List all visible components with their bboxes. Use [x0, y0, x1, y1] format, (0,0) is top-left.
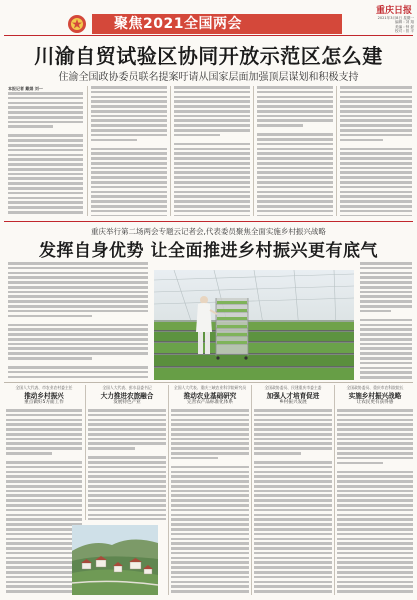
masthead	[0, 0, 417, 34]
article-title: 实施乡村振兴战略	[348, 392, 402, 400]
lead-headline: 川渝自贸试验区协同开放示范区怎么建	[34, 44, 383, 68]
article-subtitle: 让农民更有获得感	[356, 400, 394, 405]
second-story-kicker: 重庆举行第二场两会专题云记者会,代表委员聚焦全面实施乡村振兴战略	[91, 227, 326, 236]
column-divider	[253, 86, 254, 216]
bottom-article-5	[337, 385, 413, 595]
body-text	[340, 86, 412, 216]
column-divider	[336, 86, 337, 216]
body-text	[360, 262, 412, 380]
article-title: 加强人才培育促进	[266, 392, 320, 400]
article-title: 推动乡村振兴	[24, 392, 64, 400]
second-story-headline: 发挥自身优势 让全面推进乡村振兴更有底气	[39, 241, 378, 261]
lead-byline: 本报记者 戴娟 刘一	[8, 86, 43, 91]
lead-subheadline: 住渝全国政协委员联名提案吁请从国家层面加强顶层谋划和积极支持	[58, 72, 359, 83]
article-topic: 全国人大代表、彭水县委书记	[102, 385, 152, 390]
newspaper-logo: 重庆日报	[375, 6, 412, 16]
bottom-article-2	[88, 385, 166, 520]
body-text	[254, 409, 332, 595]
article-topic: 全国人大代表、市农业农村委主任	[15, 385, 73, 390]
second-story-intro	[8, 262, 148, 380]
designer-line: 美编 : 钟 晏	[394, 24, 414, 29]
body-text	[8, 92, 83, 216]
column-divider	[85, 385, 86, 520]
bottom-article-1	[6, 385, 82, 595]
section-title: 聚焦2021全国两会	[92, 14, 342, 34]
article-subtitle: 发展特色产业	[113, 400, 141, 405]
second-story-side-column	[360, 262, 412, 380]
article-subtitle: 重点做好5方面工作	[24, 400, 64, 405]
body-text	[174, 86, 250, 216]
body-text	[6, 409, 82, 595]
bottom-article-4	[254, 385, 332, 595]
article-title: 推动农业基础研究	[183, 392, 237, 400]
masthead-rule	[4, 35, 413, 36]
section-divider	[4, 221, 413, 222]
section-divider	[4, 382, 413, 383]
body-text	[171, 409, 249, 595]
lead-column-2	[91, 86, 167, 216]
lead-column-3	[174, 86, 250, 216]
column-divider	[87, 86, 88, 216]
body-text	[91, 86, 167, 216]
national-emblem-icon	[66, 14, 88, 34]
issue-meta	[356, 16, 414, 32]
body-text	[8, 262, 148, 380]
editor-line: 编辑 : 刘 翔	[394, 20, 414, 25]
article-subtitle: 乡村振兴发展	[279, 400, 307, 405]
body-text	[257, 86, 333, 216]
body-text	[88, 409, 166, 520]
lead-column-5	[340, 86, 412, 216]
lead-column-4	[257, 86, 333, 216]
column-divider	[170, 86, 171, 216]
article-subtitle: 完善农产品标准化体系	[187, 400, 233, 405]
proofreader-line: 校对 : 曾 平	[394, 29, 414, 34]
article-topic: 全国政协委员、重庆市农科院院长	[346, 385, 404, 390]
issue-date: 2021年3月8日 星期一	[377, 16, 414, 20]
bottom-article-3	[171, 385, 249, 595]
greenhouse-photo	[154, 270, 354, 380]
article-title: 大力推进农旅融合	[100, 392, 154, 400]
lead-column-1	[8, 86, 83, 216]
article-topic: 全国政协委员、民建重庆市委主委	[264, 385, 322, 390]
column-divider	[334, 385, 335, 595]
column-divider	[251, 385, 252, 595]
article-topic: 全国人大代表、重庆三峡农业科学院研究员	[173, 385, 247, 390]
body-text	[337, 409, 413, 595]
column-divider	[168, 385, 169, 595]
village-photo	[72, 525, 158, 595]
